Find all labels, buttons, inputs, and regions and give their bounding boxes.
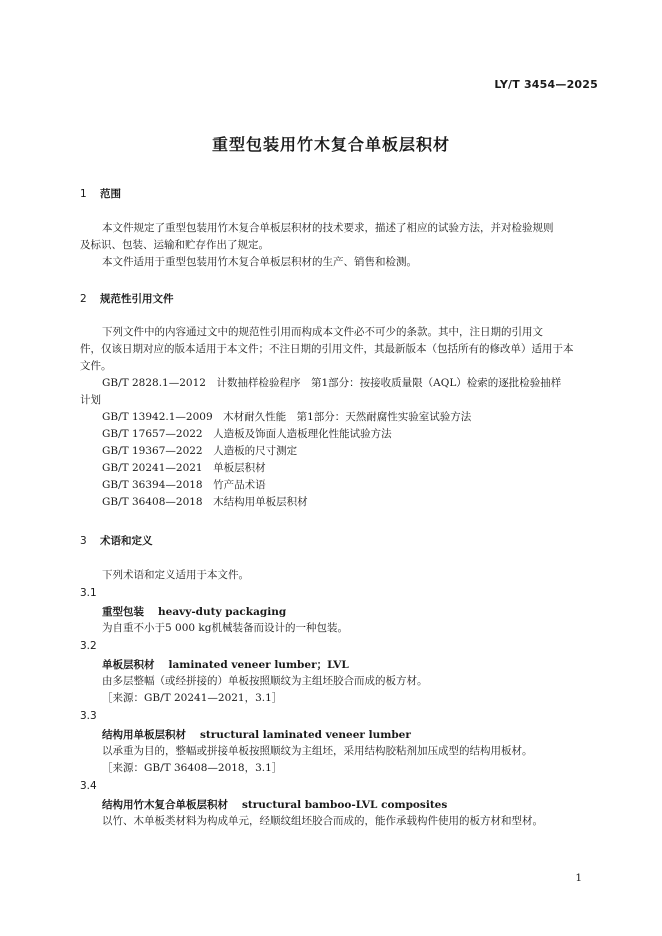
paragraph-line: 下列文件中的内容通过文中的规范性引用而构成本文件必不可少的条款。其中，注日期的引用文 — [102, 326, 543, 338]
section-1-heading — [80, 186, 121, 201]
section-number: 3 — [80, 535, 87, 547]
document-title: 重型包装用竹木复合单板层积材 — [211, 135, 450, 154]
term-definition: 由多层整幅（或经拼接的）单板按照顺纹为主组坯胶合而成的板方材。 — [102, 675, 428, 687]
reference-item: GB/T 17657—2022 人造板及饰面人造板理化性能试验方法 — [102, 428, 392, 440]
paragraph-line: 及标识、包装、运输和贮存作出了规定。 — [80, 239, 269, 251]
term-en: heavy-duty packaging — [158, 606, 287, 618]
term-en: laminated veneer lumber；LVL — [168, 659, 349, 671]
reference-item: GB/T 2828.1—2012 计数抽样检验程序 第1部分：按接收质量限（AQL）检索的逐批检验抽样 — [102, 377, 562, 389]
paragraph-line: 本文件适用于重型包装用竹木复合单板层积材的生产、销售和检测。 — [102, 256, 417, 268]
paragraph-line: 本文件规定了重型包装用竹木复合单板层积材的技术要求，描述了相应的试验方法，并对检验规则 — [102, 222, 554, 234]
reference-item: GB/T 36394—2018 竹产品术语 — [102, 479, 266, 491]
term-heading — [102, 604, 286, 619]
reference-item: GB/T 13942.1—2009 木材耐久性能 第1部分：天然耐腐性实验室试验方法 — [102, 411, 472, 423]
term-heading — [102, 797, 447, 812]
reference-item-continued: 计划 — [80, 394, 101, 406]
term-cn: 结构用单板层积材 — [102, 729, 186, 741]
section-title: 范围 — [100, 188, 121, 200]
term-heading — [102, 657, 349, 672]
term-definition: 以竹、木单板类材料为构成单元，经顺纹组坯胶合而成的，能作承载构件使用的板方材和型材。 — [102, 815, 543, 827]
term-heading — [102, 727, 411, 742]
section-number: 1 — [80, 188, 87, 200]
page-number: 1 — [575, 872, 582, 884]
term-number: 3.4 — [80, 780, 97, 792]
paragraph-line: 文件。 — [80, 360, 112, 372]
section-number: 2 — [80, 293, 87, 305]
section-title: 规范性引用文件 — [100, 293, 174, 305]
term-source: ［来源：GB/T 20241—2021，3.1］ — [102, 692, 283, 704]
term-en: structural laminated veneer lumber — [200, 729, 411, 741]
term-definition: 以承重为目的，整幅或拼接单板按照顺纹为主组坯，采用结构胶粘剂加压成型的结构用板材。 — [102, 745, 533, 757]
term-number: 3.2 — [80, 640, 97, 652]
term-number: 3.1 — [80, 587, 97, 599]
paragraph-line: 件，仅该日期对应的版本适用于本文件；不注日期的引用文件，其最新版本（包括所有的修改单）适用于本 — [80, 343, 574, 355]
reference-item: GB/T 20241—2021 单板层积材 — [102, 462, 266, 474]
section-2-heading — [80, 291, 174, 306]
term-cn: 重型包装 — [102, 606, 144, 618]
paragraph-line: 下列术语和定义适用于本文件。 — [102, 569, 249, 581]
term-cn: 单板层积材 — [102, 659, 155, 671]
section-3-heading — [80, 533, 153, 548]
term-definition: 为自重不小于5 000 kg机械装备而设计的一种包装。 — [102, 622, 348, 634]
term-cn: 结构用竹木复合单板层积材 — [102, 799, 228, 811]
term-en: structural bamboo-LVL composites — [242, 799, 448, 811]
reference-item: GB/T 19367—2022 人造板的尺寸测定 — [102, 445, 298, 457]
standard-code: LY/T 3454—2025 — [494, 78, 598, 91]
reference-item: GB/T 36408—2018 木结构用单板层积材 — [102, 496, 308, 508]
section-title: 术语和定义 — [100, 535, 153, 547]
term-source: ［来源：GB/T 36408—2018，3.1］ — [102, 762, 283, 774]
term-number: 3.3 — [80, 710, 97, 722]
